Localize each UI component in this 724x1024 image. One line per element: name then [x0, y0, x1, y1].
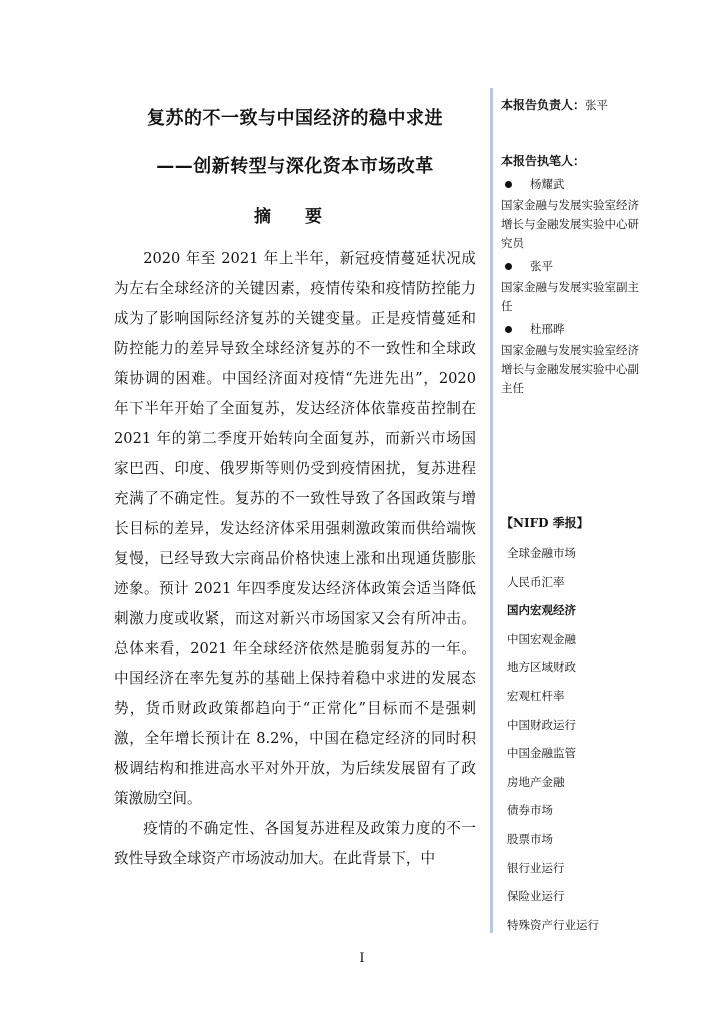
responsible-person [501, 96, 641, 115]
nifd-item: 股票市场 [507, 831, 553, 846]
nifd-heading: 【NIFD 季报】 [501, 516, 589, 530]
author-item [501, 320, 641, 339]
writers-label: 本报告执笔人： [501, 154, 586, 168]
abstract-paragraph-1: 2020 年至 2021 年上半年，新冠疫情蔓延状况成为左右全球经济的关键因素，疫情传染和疫情防控能力成为了影响国际经济复苏的关键变量。正是疫情蔓延和防控能力的差异导致全球经济复苏的不一致性和全球政策协调的困难。中国经济面对疫情“先进先出”，2020 年下半年开始了全面复苏，发达经济体依靠疫苗控制在 2021 年的第二季度开始转向全面复苏，而新兴市场国家巴西、印度、俄罗斯等则仍受到疫情困扰，复苏进程充满了不确定性。复苏的不一致性导致了各国政策与增长目标的差异，发达经济体采用强刺激政策而供给端恢复慢，已经导致大宗商品价格快速上涨和出现通货膨胀迹象。预计 2021 年四季度发达经济体政策会适当降低刺激力度或收紧，而这对新兴市场国家又会有所冲击。总体来看，2021 年全球经济依然是脆弱复苏的一年。中国经济在率先复苏的基础上保持着稳中求进的发展态势，货币财政政策都趋向于“正常化”目标而不是强刺激，全年增长预计在 8.2%，中国在稳定经济的同时积极调结构和推进高水平对外开放，为后续发展留有了政策激励空间。 [114, 250, 476, 807]
abstract-paragraph-2: 疫情的不确定性、各国复苏进程及政策力度的不一致性导致全球资产市场波动加大。在此背景下，中 [114, 820, 476, 867]
author-item [501, 175, 641, 194]
nifd-item: 特殊资产行业运行 [507, 917, 599, 932]
author-affiliation: 国家金融与发展实验室经济增长与金融发展实验中心研究员 [501, 198, 639, 250]
responsible-name: 张平 [585, 98, 609, 112]
nifd-item: 保险业运行 [507, 889, 565, 904]
author-affiliation: 国家金融与发展实验室经济增长与金融发展实验中心副主任 [501, 343, 639, 395]
report-title: 复苏的不一致与中国经济的稳中求进 [147, 108, 443, 129]
bullet-icon [505, 326, 512, 333]
sidebar-divider [490, 88, 493, 933]
nifd-item: 人民币汇率 [507, 574, 565, 589]
nifd-item: 全球金融市场 [507, 546, 576, 560]
nifd-item: 国内宏观经济 [507, 603, 576, 618]
nifd-item: 债券市场 [507, 803, 553, 818]
author-name: 杜邢晔 [530, 322, 565, 336]
abstract-heading: 摘 要 [254, 207, 336, 227]
abstract-body [114, 244, 476, 874]
author-name: 张平 [530, 259, 553, 273]
report-subtitle: ——创新转型与深化资本市场改革 [156, 156, 434, 177]
nifd-item: 中国金融监管 [507, 746, 576, 761]
nifd-item: 中国宏观金融 [507, 631, 576, 646]
nifd-item: 地方区域财政 [507, 660, 576, 675]
nifd-items [501, 539, 641, 939]
author-item [501, 257, 641, 276]
nifd-series-list [501, 514, 641, 939]
bullet-icon [505, 181, 512, 188]
author-name: 杨耀武 [530, 177, 565, 191]
nifd-item: 房地产金融 [507, 774, 565, 789]
bullet-icon [505, 263, 512, 270]
writers-section [501, 152, 641, 398]
nifd-item: 银行业运行 [507, 860, 565, 875]
page-number: I [359, 951, 365, 966]
nifd-item: 中国财政运行 [507, 717, 576, 732]
nifd-item: 宏观杠杆率 [507, 688, 565, 703]
responsible-label: 本报告负责人： [501, 98, 586, 112]
author-affiliation: 国家金融与发展实验室副主任 [501, 280, 639, 313]
